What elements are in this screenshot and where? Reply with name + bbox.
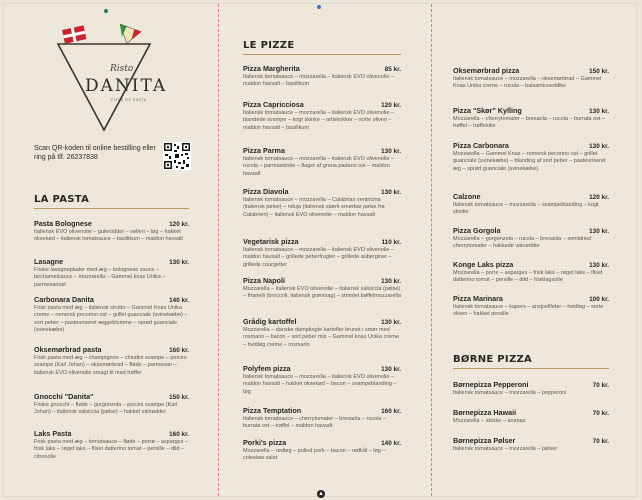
item-name: Oksemørbrad pasta xyxy=(34,345,102,354)
item-name: Pizza "Skør" Kylling xyxy=(453,106,522,115)
item-desc: Italiensk tomatsauce – mozzarella – italiensk EVO olivenolie – blandede svampe – kogt skinke – artiskokker – sorte oliven – maldon havsalt – basilikum xyxy=(243,110,395,131)
menu-item xyxy=(453,192,609,217)
item-name: Pizza Carbonara xyxy=(453,141,509,150)
menu-item xyxy=(243,276,401,301)
section-title-pasta: LA PASTA xyxy=(34,194,90,205)
item-desc: Italiensk tomatsauce – mozzarella – italiensk EVO olivenolie – maldon havsalt – basilikum xyxy=(243,74,395,88)
item-price: 140 kr. xyxy=(169,297,189,304)
menu-item xyxy=(453,408,609,425)
item-price: 70 kr. xyxy=(592,438,609,445)
menu-item xyxy=(34,429,189,461)
section-rule xyxy=(34,208,189,209)
item-name: Pizza Temptation xyxy=(243,406,302,415)
item-name: Grådig kartoffel xyxy=(243,317,297,326)
item-price: 130 kr. xyxy=(381,366,401,373)
menu-item xyxy=(243,364,401,396)
menu-item xyxy=(243,187,401,219)
item-desc: Italiensk tomatsauce – mozzarella – Calabrian ventricina (italiensk pølse) – nduja (italiensk stærk smørbar pølse fra Calabrien) – italiensk EVO olivenolie – maldon havsalt xyxy=(243,197,385,218)
item-desc: Frisk pasta med æg – champignon – chiudini svampe – porcini svampe (Karl Johan) – oksemørbrad – fløde – parmesan – italiensk EVO olivenolie smagt til med trøffer xyxy=(34,355,187,376)
item-price: 130 kr. xyxy=(381,148,401,155)
menu-item xyxy=(34,345,189,377)
item-name: Konge Laks pizza xyxy=(453,260,514,269)
item-price: 120 kr. xyxy=(589,194,609,201)
menu-item xyxy=(453,106,609,131)
item-desc: Italiensk tomatsauce – kapers – ansjosfileter – hvidløg – sorte oliven – hakket persille xyxy=(453,304,604,318)
item-price: 120 kr. xyxy=(169,221,189,228)
item-name: Porki's pizza xyxy=(243,438,287,447)
status-dot-blue xyxy=(317,5,321,9)
item-name: Calzone xyxy=(453,192,481,201)
menu-item xyxy=(243,317,401,349)
menu-item xyxy=(453,66,609,91)
menu-item xyxy=(243,438,401,463)
item-desc: Mozzarella – gorgonzola – rucola – bresaola – semidried cherrytomater – hakkede valnødder xyxy=(453,236,592,250)
menu-item xyxy=(34,257,189,289)
item-price: 100 kr. xyxy=(589,296,609,303)
item-price: 130 kr. xyxy=(589,143,609,150)
brand-script: Risto xyxy=(110,64,134,74)
item-price: 130 kr. xyxy=(589,228,609,235)
menu-item xyxy=(453,260,609,285)
menu-item xyxy=(34,219,189,244)
menu-item xyxy=(243,64,401,89)
item-price: 160 kr. xyxy=(169,347,189,354)
item-name: Børnepizza Hawaii xyxy=(453,408,517,417)
item-price: 70 kr. xyxy=(592,410,609,417)
brand-logo xyxy=(44,22,168,134)
brand-name: DANITA xyxy=(85,76,168,96)
item-name: Vegetarisk pizza xyxy=(243,237,299,246)
item-desc: Italiensk EVO olivenolie – guleródder – selleri – løg – hakket oksekød – italiensk tomatsauce – basilikum – maldon havsalt xyxy=(34,229,183,243)
item-desc: Italiensk tomatsauce – mozzarella – pølser xyxy=(453,446,558,452)
item-price: 70 kr. xyxy=(592,382,609,389)
brand-subtitle: PIZZA OG PASTA xyxy=(111,98,147,102)
item-desc: Frisk pasta med æg – italiensk strutto – Gammel Knas Unika creme – romersk pecorino ost – grillet guanciale (svinekæbe) – sort peber – pasteuriseret æggeblomme – sprød guanciale (svinekæbe) xyxy=(34,305,188,333)
item-name: Pizza Napoli xyxy=(243,276,285,285)
item-desc: Italiensk tomatsauce – mozzarella – oksemørbrad – Gammel Knas Unika creme – rucola – balsamicoeddike xyxy=(453,76,602,90)
item-name: Oksemørbrad pizza xyxy=(453,66,520,75)
item-desc: Mozzarella – Gammel Knas – romersk pecorino ost – grillet guanciale (svinekæbe) – blanding af sort peber – pasteuriseret æg – sprød guanciale (svinekæbe) xyxy=(453,151,606,172)
item-price: 160 kr. xyxy=(381,408,401,415)
item-price: 110 kr. xyxy=(381,239,401,246)
item-price: 130 kr. xyxy=(169,259,189,266)
section-title-kids: BØRNE PIZZA xyxy=(453,354,533,365)
item-name: Pizza Diavola xyxy=(243,187,289,196)
item-desc: Mozzarella – rødløg – pulled pork – bacon – rødkål – løg – coleslaw salat xyxy=(243,448,386,462)
menu-page xyxy=(3,3,637,497)
menu-item xyxy=(453,436,609,453)
item-price: 130 kr. xyxy=(589,262,609,269)
menu-item xyxy=(34,392,189,417)
item-desc: Frisk pasta med æg – tomatsauce – fløde – porrø – asparges – frisk laks – røget laks – fliset datterino tomat – persille – dild – citronolie xyxy=(34,439,189,460)
item-price: 150 kr. xyxy=(169,394,189,401)
menu-item xyxy=(243,100,401,132)
section-rule xyxy=(243,54,401,55)
section-title-pizze: LE PIZZE xyxy=(243,40,295,51)
item-desc: Friske lasagneplader med æg – bolognese sauce – bechamelsauce – mozzarella – Gammel knas Unika – parmesanost xyxy=(34,267,166,288)
item-desc: Mozzarella – skinke – ananas xyxy=(453,418,526,424)
item-name: Lasagne xyxy=(34,257,64,266)
item-desc: Italiensk tomatsauce – mozzarella – italiensk EVO olivenolie – maldon havsalt – grillede peberfrugter – grillede auberginer – grillede courgetter xyxy=(243,247,395,268)
item-name: Børnepizza Pølser xyxy=(453,436,516,445)
item-desc: Italiensk tomatsauce – cherrytomater – bresaola – rucola – burrata ost – trøffel – maldon havsalt xyxy=(243,416,387,430)
menu-item xyxy=(453,141,609,173)
menu-item xyxy=(453,226,609,251)
item-desc: Mozzarella – cherrytomater – bresaola – rucola – burrata ost – trøffel – trøffelolie xyxy=(453,116,605,130)
item-name: Pizza Marinara xyxy=(453,294,503,303)
item-desc: Italiensk tomatsauce – mozzarella – italiensk EVO olivenolie – maldon havsalt – hakket oksekød – bacon – svampeblanding – løg xyxy=(243,374,397,395)
item-price: 130 kr. xyxy=(381,278,401,285)
warning-icon[interactable]: ▲ xyxy=(318,491,324,497)
item-name: Polyfem pizza xyxy=(243,364,291,373)
fold-line-left xyxy=(218,4,219,496)
item-price: 130 kr. xyxy=(381,189,401,196)
item-name: Pizza Parma xyxy=(243,146,285,155)
item-price: 150 kr. xyxy=(589,68,609,75)
item-desc: Italiensk tomatsauce – mozzarella – italiensk EVO olivenolie – rucola – parmaskinke – flager af grana padano ost – maldon havsalt xyxy=(243,156,395,177)
item-name: Pizza Capricciosa xyxy=(243,100,304,109)
menu-item xyxy=(453,294,609,319)
item-name: Pizza Gorgola xyxy=(453,226,501,235)
menu-item xyxy=(34,295,189,334)
item-name: Carbonara Danita xyxy=(34,295,94,304)
item-name: Pizza Margherita xyxy=(243,64,300,73)
menu-item xyxy=(453,380,609,397)
item-desc: Italiensk tomatsauce – mozzarella – pepperoni xyxy=(453,390,567,396)
fold-line-right xyxy=(431,4,432,496)
item-name: Gnocchi "Danita" xyxy=(34,392,94,401)
qr-code-icon[interactable] xyxy=(163,142,191,170)
item-desc: Mozzarella – danske dampkogte kartofler brunet i smør med rosmarin – bacon – sort peber mix – Gammel knas Unika creme – hvidløg creme – rosmarin xyxy=(243,327,399,348)
item-desc: Friske gnocchi – fløde – gorgonzola – porcini svampe (Karl Johan) – italiensk salsiccia (pølse) – hakket valnødder xyxy=(34,402,178,416)
item-price: 130 kr. xyxy=(589,108,609,115)
item-name: Pasta Bolognese xyxy=(34,219,92,228)
status-dot xyxy=(104,9,108,13)
menu-item xyxy=(243,237,401,269)
item-desc: Italiensk tomatsauce – mozzarella – svampeblanding – kogt skinke xyxy=(453,202,599,216)
order-info: Scan QR-koden til online bestilling eller ring på tlf. 26237838 xyxy=(34,145,156,161)
menu-item xyxy=(243,146,401,178)
item-name: Laks Pasta xyxy=(34,429,72,438)
item-price: 85 kr. xyxy=(384,66,401,73)
item-price: 120 kr. xyxy=(381,102,401,109)
menu-item xyxy=(243,406,401,431)
item-name: Børnepizza Pepperoni xyxy=(453,380,529,389)
item-price: 140 kr. xyxy=(381,440,401,447)
section-rule xyxy=(453,368,609,369)
item-price: 160 kr. xyxy=(169,431,189,438)
item-price: 130 kr. xyxy=(381,319,401,326)
item-desc: Mozzarella – italiensk EVO olivenolie – italiensk salsiccia (pølse) – friarielli (broccoli, italiensk grøntsag) – strimlet bøffelmozzarella xyxy=(243,286,401,300)
item-desc: Mozzarella – porre – asparges – frisk laks – røget laks – fliset datterino tomat – persille – dild – frisklagsolie xyxy=(453,270,603,284)
